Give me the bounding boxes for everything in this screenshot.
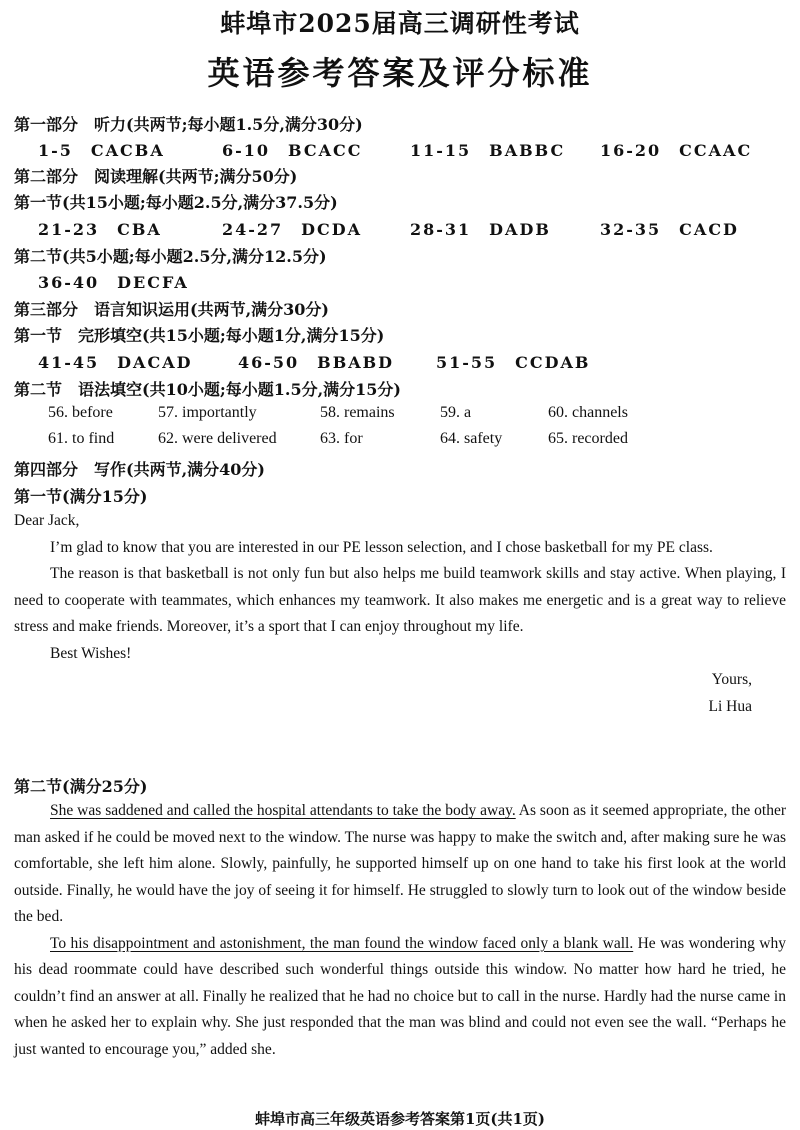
letter-paragraph: The reason is that basketball is not only fun but also helps me build teamwork skills and stay active. When playing, I need to cooperate with teammates, which enhances my teamwork. It also makes me energetic and is a great way to relieve stress and make friends. Moreover, it’s a sport that I can enjoy throughout my life. <box>14 565 786 635</box>
grammar-answer: 59. a <box>440 404 472 421</box>
given-first-sentence: She was saddened and called the hospital attendants to take the body away. <box>50 802 516 819</box>
writing-sample-continuation <box>14 798 786 1063</box>
part3-heading: 第三部分 语言知识运用(共两节,满分30分) <box>14 300 329 319</box>
part4-section2-heading: 第二节(满分25分) <box>14 777 148 796</box>
letter-greeting: Dear Jack, <box>14 512 80 529</box>
answer-group: 6-10 BCACC <box>222 141 363 160</box>
grammar-answer: 56. before <box>48 404 113 421</box>
answer-group: 1-5 CACBA <box>38 141 165 160</box>
continuation-paragraph <box>14 798 786 931</box>
answer-group: 28-31 DADB <box>410 220 551 239</box>
letter-signature: Li Hua <box>708 697 752 715</box>
answer-group: 32-35 CACD <box>600 220 739 239</box>
page-footer: 蚌埠市高三年级英语参考答案第1页(共1页) <box>254 1110 546 1128</box>
answer-group: 41-45 DACAD <box>38 353 193 372</box>
part2-section2-heading: 第二节(共5小题;每小题2.5分,满分12.5分) <box>14 247 327 266</box>
given-first-sentence: To his disappointment and astonishment, the man found the window faced only a blank wall. <box>50 934 634 952</box>
grammar-answer: 63. for <box>320 430 363 447</box>
grammar-answer: 58. remains <box>320 404 395 421</box>
grammar-answer: 60. channels <box>548 404 628 421</box>
answer-group: 36-40 DECFA <box>38 273 189 292</box>
letter-signoff: Yours, <box>711 671 752 688</box>
part4-heading: 第四部分 写作(共两节,满分40分) <box>14 460 265 479</box>
exam-title: 蚌埠市2025届高三调研性考试 <box>220 9 580 38</box>
grammar-answer: 62. were delivered <box>158 430 277 447</box>
part3-section2-heading: 第二节 语法填空(共10小题;每小题1.5分,满分15分) <box>14 380 401 399</box>
answer-group: 51-55 CCDAB <box>436 353 591 372</box>
page-title: 英语参考答案及评分标准 <box>207 54 593 92</box>
letter-closing: Best Wishes! <box>50 644 132 662</box>
grammar-answer: 61. to find <box>48 430 115 447</box>
part2-heading: 第二部分 阅读理解(共两节;满分50分) <box>14 167 298 186</box>
answer-group: 24-27 DCDA <box>222 220 363 239</box>
answer-group: 21-23 CBA <box>38 220 162 239</box>
part2-section1-heading: 第一节(共15小题;每小题2.5分,满分37.5分) <box>14 193 338 212</box>
letter-paragraph: I’m glad to know that you are interested in our PE lesson selection, and I chose basketball for my PE class. <box>50 538 713 556</box>
answer-group: 46-50 BBABD <box>238 353 395 372</box>
part1-heading: 第一部分 听力(共两节;每小题1.5分,满分30分) <box>14 115 363 134</box>
answer-group: 16-20 CCAAC <box>600 141 753 160</box>
part4-section1-heading: 第一节(满分15分) <box>14 487 148 506</box>
grammar-answer: 64. safety <box>440 430 503 447</box>
grammar-answer: 57. importantly <box>158 404 257 421</box>
grammar-answer: 65. recorded <box>548 430 628 447</box>
paragraph-text: As soon as it seemed appropriate, the other man asked if he could be moved next to the window. The nurse was happy to make the switch and, after making sure he was comfortable, she left him alone. Slowly, painfully, he supported himself up on one hand to take his first look at the world outside. Finally, he would have the joy of seeing it for himself. He struggled to slowly turn to look out of the window beside the bed. <box>14 802 786 925</box>
continuation-paragraph <box>14 931 786 1064</box>
part3-section1-heading: 第一节 完形填空(共15小题;每小题1分,满分15分) <box>14 326 385 345</box>
writing-sample-letter <box>14 508 786 720</box>
answer-group: 11-15 BABBC <box>410 141 566 160</box>
paragraph-text: He was wondering why his dead roommate could have described such wonderful things outside this window. No matter how hard he tried, he couldn’t find an answer at all. Finally he realized that he had no choice but to call in the nurse. Hardly had the nurse came in when he asked her to explain why. She just responded that the man was blind and could not even see the wall. “Perhaps he just wanted to encourage you,” added she. <box>14 934 786 1058</box>
